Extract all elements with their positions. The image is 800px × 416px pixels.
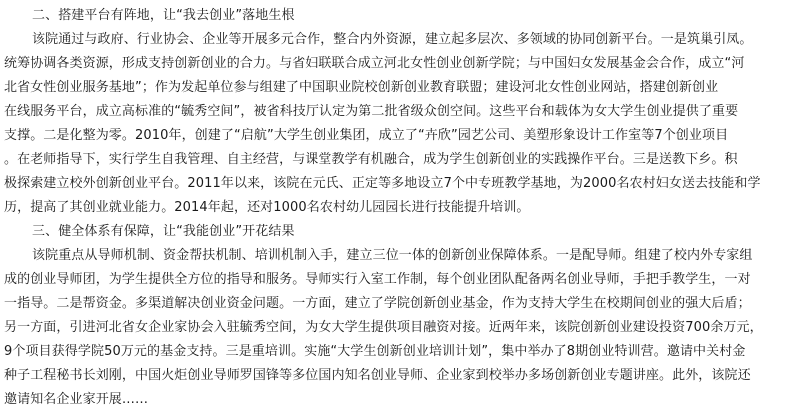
paragraph-line: 该院通过与政府、行业协会、企业等开展多元合作，整合内外资源，建立起多层次、多领域的协同创新平台。一是筑巢引凤。 [32,32,753,47]
paragraph-line: 另一方面，引进河北省女企业家协会入驻毓秀空间，为女大学生提供项目融资对接。近两年来，该院创新创业建设投资700余万元， [4,320,763,335]
paragraph-line: 在线服务平台，成立高标准的“毓秀空间”，被省科技厅认定为第二批省级众创空间。这些平台和载体为女大学生创业提供了重要 [4,104,739,119]
paragraph-line: 支撑。二是化整为零。2010年，创建了“启航”大学生创业集团，成立了“卉欣”园艺公司、美塑形象设计工作室等7个创业项目 [4,128,729,143]
paragraph-line: 成的创业导师团，为学生提供全方位的指导和服务。导师实行入室工作制，每个创业团队配备两名创业导师，手把手教学生，一对 [4,272,751,287]
section-heading-three: 三、健全体系有保障，让“我能创业”开花结果 [32,224,295,239]
paragraph-line: 邀请知名企业家开展…… [4,392,149,407]
paragraph-line: 北省女性创业服务基地”；作为发起单位参与组建了中国职业院校创新创业教育联盟；建设河北女性创业网站，搭建创新创业 [4,80,719,95]
paragraph-line: 统筹协调各类资源，形成支持创新创业的合力。与省妇联联合成立河北女性创业创新学院；与中国妇女发展基金会合作，成立“河 [4,56,745,71]
paragraph-line: 种子工程秘书长刘刚，中国火炬创业导师罗国锋等多位国内知名创业导师、企业家到校举办多场创新创业专题讲座。此外，该院还 [4,368,751,383]
paragraph-line: 该院重点从导师机制、资金帮扶机制、培训机制入手，建立三位一体的创新创业保障体系。一是配导师。组建了校内外专家组 [32,248,753,263]
paragraph-line: 。在老师指导下，实行学生自我管理、自主经营，与课堂教学有机融合，成为学生创新创业的实践操作平台。三是送教下乡。积 [4,152,738,167]
paragraph-line: 历，提高了其创业就业能力。2014年起，还对1000名农村幼儿园园长进行技能提升培训。 [4,200,530,215]
section-heading-two: 二、搭建平台有阵地，让“我去创业”落地生根 [32,8,295,23]
paragraph-line: 极探索建立校外创新创业平台。2011年以来，该院在元氏、正定等多地设立7个中专班教学基地，为2000名农村妇女送去技能和学 [4,176,761,191]
paragraph-line: 9个项目获得学院50万元的基金支持。三是重培训。实施“大学生创新创业培训计划”，集中举办了8期创业特训营。邀请中关村金 [4,344,746,359]
paragraph-line: 一指导。二是帮资金。多渠道解决创业资金问题。一方面，建立了学院创新创业基金，作为支持大学生在校期间创业的强大后盾； [4,296,751,311]
